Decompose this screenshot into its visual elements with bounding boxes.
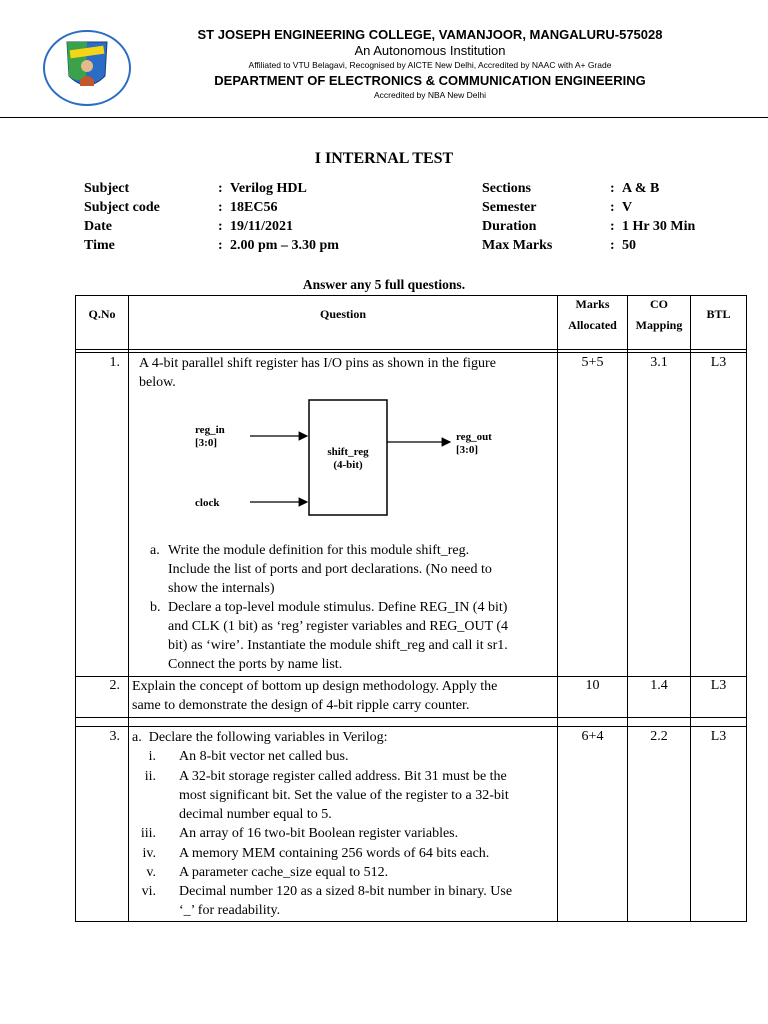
question-intro: a. Declare the following variables in Verilog:	[132, 730, 388, 745]
part-text-line: bit) as ‘wire’. Instantiate the module shift_reg and call it sr1.	[168, 638, 508, 653]
reg-in-width: [3:0]	[195, 437, 217, 449]
item-number: iii.	[140, 826, 156, 841]
column-header-marks-allocated: Allocated	[568, 318, 617, 332]
clock-label: clock	[195, 497, 220, 509]
part-label: a.	[150, 543, 160, 558]
item-text: A memory MEM containing 256 words of 64 bits each.	[179, 846, 490, 861]
detail-value-subject: Verilog HDL	[230, 181, 307, 196]
question-number: 3.	[109, 729, 120, 744]
column-header-btl: BTL	[706, 307, 731, 321]
department-accreditation: Accredited by NBA New Delhi	[374, 90, 486, 100]
detail-label-max-marks: Max Marks	[482, 238, 553, 253]
reg-in-name: reg_in	[195, 424, 225, 436]
part-text-line: Write the module definition for this module shift_reg.	[168, 543, 470, 558]
shift-reg-width: (4-bit)	[333, 459, 363, 471]
question-co: 3.1	[650, 355, 668, 370]
question-text-line: same to demonstrate the design of 4-bit ripple carry counter.	[132, 698, 470, 713]
part-text-line: Include the list of ports and port declarations. (No need to	[168, 562, 492, 577]
item-text-line: Decimal number 120 as a sized 8-bit number in binary. Use	[179, 884, 513, 899]
detail-label-date: Date	[84, 219, 112, 234]
detail-label-subject: Subject	[84, 181, 130, 196]
detail-label-duration: Duration	[482, 219, 537, 234]
item-text-line: most significant bit. Set the value of the register to a 32-bit	[179, 788, 509, 803]
detail-value-max-marks: 50	[622, 238, 636, 253]
detail-label-subject-code: Subject code	[84, 200, 160, 215]
detail-value-subject-code: 18EC56	[230, 200, 278, 215]
question-btl: L3	[710, 729, 727, 744]
reg-out-width: [3:0]	[456, 444, 478, 456]
detail-label-sections: Sections	[482, 181, 531, 196]
column-header-marks: Marks	[575, 297, 610, 311]
item-text: An array of 16 two-bit Boolean register variables.	[179, 826, 459, 841]
item-text	[179, 767, 550, 824]
item-text	[179, 882, 550, 920]
item-number: v.	[146, 865, 156, 880]
college-name: ST JOSEPH ENGINEERING COLLEGE, VAMANJOOR, MANGALURU-575028	[197, 27, 663, 42]
part-text	[168, 598, 549, 674]
question-text-line: Explain the concept of bottom up design methodology. Apply the	[132, 679, 498, 694]
column-header-co: CO	[650, 297, 668, 311]
reg-out-name: reg_out	[456, 431, 492, 443]
department-name: DEPARTMENT OF ELECTRONICS & COMMUNICATION ENGINEERING	[214, 73, 646, 88]
detail-colon: :	[610, 181, 615, 196]
item-text-line: decimal number equal to 5.	[179, 807, 332, 822]
question-text-line: below.	[139, 375, 176, 390]
part-text	[168, 541, 549, 598]
detail-colon: :	[218, 238, 223, 253]
question-text	[132, 677, 550, 715]
detail-colon: :	[610, 238, 615, 253]
detail-label-time: Time	[84, 238, 115, 253]
question-co: 2.2	[650, 729, 668, 744]
college-subtitle: An Autonomous Institution	[354, 43, 506, 58]
question-btl: L3	[710, 355, 727, 370]
exam-instruction: Answer any 5 full questions.	[302, 277, 466, 292]
item-number: vi.	[141, 884, 156, 899]
question-co: 1.4	[650, 678, 668, 693]
item-text: A parameter cache_size equal to 512.	[179, 865, 389, 880]
shift-reg-box-label	[309, 446, 387, 472]
detail-colon: :	[218, 181, 223, 196]
item-text: An 8-bit vector net called bus.	[179, 749, 349, 764]
college-affiliation: Affiliated to VTU Belagavi, Recognised by AICTE New Delhi, Accredited by NAAC with A+ Grade	[248, 60, 612, 70]
item-text-line: ‘_’ for readability.	[179, 903, 281, 918]
item-number: ii.	[144, 769, 156, 784]
detail-value-semester: V	[622, 200, 633, 215]
item-number: iv.	[142, 846, 156, 861]
part-text-line: Connect the ports by name list.	[168, 657, 343, 672]
column-header-qno: Q.No	[88, 307, 116, 321]
detail-value-duration: 1 Hr 30 Min	[622, 219, 696, 234]
column-header-co-mapping: Mapping	[635, 318, 683, 332]
detail-value-sections: A & B	[622, 181, 660, 196]
detail-label-semester: Semester	[482, 200, 537, 215]
exam-title: I INTERNAL TEST	[314, 150, 454, 167]
item-text-line: A 32-bit storage register called address. Bit 31 must be the	[179, 769, 507, 784]
item-number: i.	[148, 749, 156, 764]
detail-colon: :	[610, 219, 615, 234]
detail-colon: :	[218, 219, 223, 234]
question-marks: 6+4	[581, 729, 604, 744]
reg-out-label	[456, 431, 492, 457]
part-text-line: show the internals)	[168, 581, 275, 596]
part-text-line: and CLK (1 bit) as ‘reg’ register variables and REG_OUT (4	[168, 619, 509, 634]
detail-colon: :	[610, 200, 615, 215]
part-text-line: Declare a top-level module stimulus. Define REG_IN (4 bit)	[168, 600, 508, 615]
part-label: b.	[150, 600, 161, 615]
shift-reg-name: shift_reg	[327, 446, 369, 458]
reg-in-label	[195, 424, 225, 450]
detail-value-date: 19/11/2021	[230, 219, 294, 234]
column-header-question: Question	[319, 307, 366, 321]
question-marks: 5+5	[581, 355, 604, 370]
question-text	[139, 354, 551, 392]
question-number: 2.	[109, 678, 120, 693]
detail-colon: :	[218, 200, 223, 215]
detail-value-time: 2.00 pm – 3.30 pm	[230, 238, 339, 253]
question-text-line: A 4-bit parallel shift register has I/O pins as shown in the figure	[139, 356, 496, 371]
question-btl: L3	[710, 678, 727, 693]
question-marks: 10	[585, 678, 600, 693]
question-number: 1.	[109, 355, 120, 370]
